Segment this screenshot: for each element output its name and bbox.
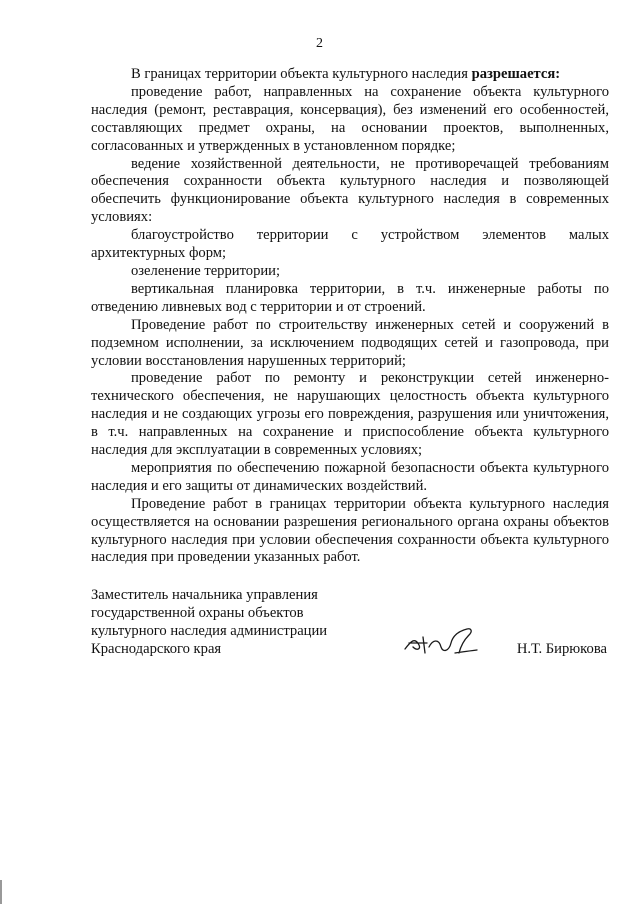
signer-name: Н.Т. Бирюкова [516, 641, 607, 657]
body-paragraph: проведение работ по ремонту и реконструкции сетей инженерно-технического обеспечения, не нарушающих целостность объекта культурного наследия и не создающих угрозы его повреждения, разрушения или уничтожения, в т.ч. направленных на сохранение и приспособление объекта культурного наследия для эксплуатации в современных условиях; [91, 370, 609, 459]
signer-title-line: культурного наследия администрации [91, 622, 328, 639]
signer-title-line: государственной охраны объектов [91, 604, 304, 621]
intro-text: В границах территории объекта культурного наследия [131, 66, 472, 82]
scan-edge-mark [0, 880, 2, 904]
signer-title-line: Краснодарского края [91, 640, 222, 657]
body-paragraph: проведение работ, направленных на сохранение объекта культурного наследия (ремонт, реставрация, консервация), без изменений его особенностей, составляющих предмет охраны, на основании проектов, выполненных, согласованных и утвержденных в установленном порядке; [91, 83, 609, 154]
handwritten-signature [401, 623, 481, 659]
body-paragraph: Проведение работ в границах территории объекта культурного наследия осуществляется на основании разрешения регионального органа охраны объектов культурного наследия при условии обеспечения сохранности объекта культурного наследия при проведении указанных работ. [91, 495, 609, 566]
body-paragraph: мероприятия по обеспечению пожарной безопасности объекта культурного наследия и его защиты от динамических воздействий. [91, 459, 609, 494]
intro-paragraph [91, 66, 609, 84]
intro-bold-text: разрешается: [471, 66, 561, 82]
page-number: 2 [316, 36, 323, 51]
body-paragraph: ведение хозяйственной деятельности, не противоречащей требованиям обеспечения сохранности объекта культурного наследия и позволяющей обеспечить функционирование объекта культурного наследия в современных условиях: [91, 155, 609, 226]
signer-title-line: Заместитель начальника управления [91, 587, 318, 603]
signature-block [91, 587, 611, 659]
body-paragraph: Проведение работ по строительству инженерных сетей и сооружений в подземном исполнении, за исключением подводящих сетей и газопровода, при условии восстановления нарушенных территорий; [91, 316, 609, 369]
body-paragraph: вертикальная планировка территории, в т.ч. инженерные работы по отведению ливневых вод с территории и от строений. [91, 280, 609, 315]
body-paragraph: благоустройство территории с устройством элементов малых архитектурных форм; [91, 227, 609, 262]
document-body [91, 66, 609, 567]
body-paragraph: озеленение территории; [131, 262, 281, 279]
